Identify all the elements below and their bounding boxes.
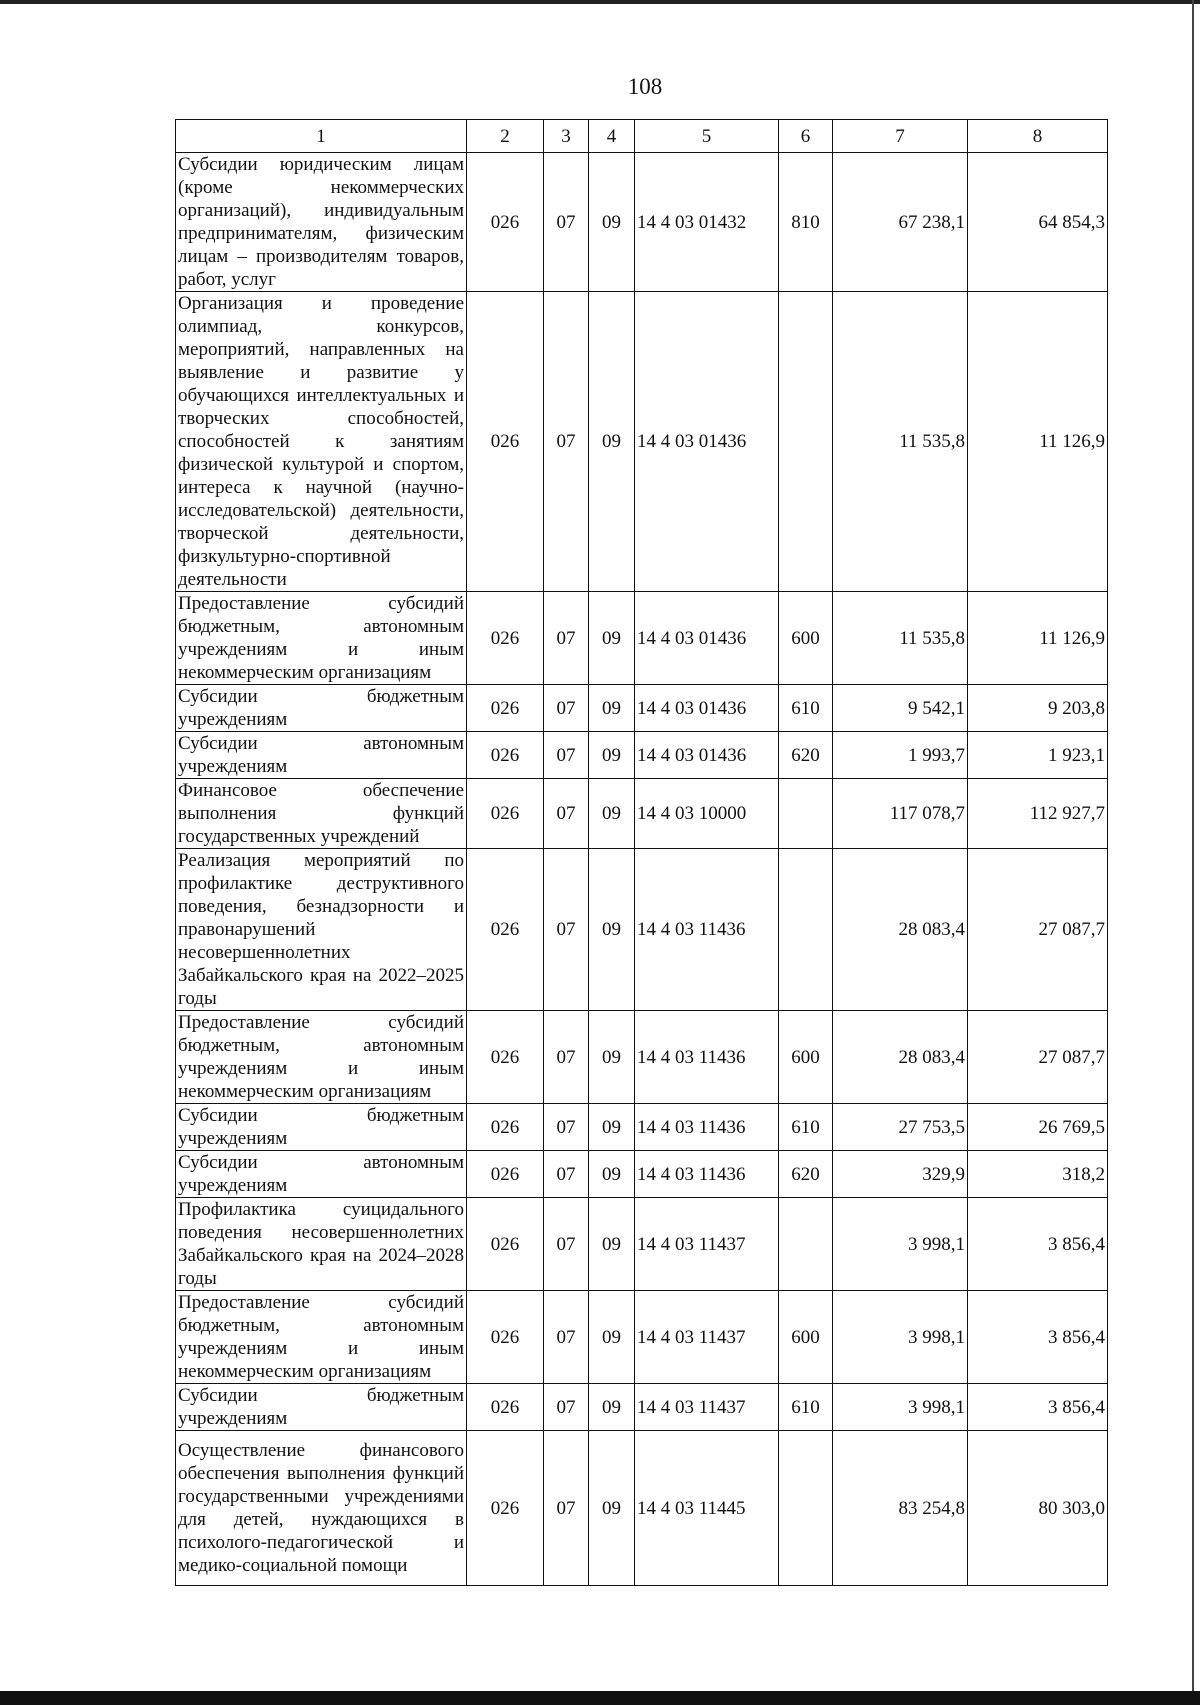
section-code: 07 (544, 292, 589, 592)
item-name: Организация и проведение олимпиад, конкурсов, мероприятий, направленных на выявление и развитие у обучающихся интеллектуальных и творческих способностей, способностей к занятиям физической культурой и спортом, интереса к научной (научно-исследовательской) деятельности, творческой деятельности, физкультурно-спортивной деятельности (176, 292, 467, 592)
table-row (176, 1431, 1108, 1586)
amount-year-1: 67 238,1 (833, 153, 968, 292)
subsection-code: 09 (589, 732, 635, 779)
column-header: 7 (833, 120, 968, 153)
amount-year-2: 3 856,4 (968, 1291, 1108, 1384)
expense-type-code: 620 (779, 732, 833, 779)
item-name: Субсидии автономным учреждениям (176, 732, 467, 779)
item-name: Субсидии бюджетным учреждениям (176, 685, 467, 732)
expense-type-code: 600 (779, 1291, 833, 1384)
subsection-code: 09 (589, 779, 635, 849)
amount-year-2: 318,2 (968, 1151, 1108, 1198)
table-row (176, 1011, 1108, 1104)
expense-type-code: 610 (779, 1104, 833, 1151)
amount-year-1: 28 083,4 (833, 849, 968, 1011)
amount-year-2: 1 923,1 (968, 732, 1108, 779)
admin-code: 026 (467, 1151, 544, 1198)
section-code: 07 (544, 849, 589, 1011)
amount-year-1: 11 535,8 (833, 292, 968, 592)
amount-year-1: 83 254,8 (833, 1431, 968, 1586)
expense-type-code: 600 (779, 592, 833, 685)
scan-edge-top (0, 0, 1200, 4)
expense-type-code: 600 (779, 1011, 833, 1104)
amount-year-2: 11 126,9 (968, 592, 1108, 685)
section-code: 07 (544, 153, 589, 292)
amount-year-2: 26 769,5 (968, 1104, 1108, 1151)
amount-year-2: 9 203,8 (968, 685, 1108, 732)
subsection-code: 09 (589, 1291, 635, 1384)
target-article-code: 14 4 03 01436 (635, 292, 779, 592)
budget-table (175, 119, 1108, 1586)
target-article-code: 14 4 03 11436 (635, 1104, 779, 1151)
admin-code: 026 (467, 779, 544, 849)
column-header: 4 (589, 120, 635, 153)
amount-year-1: 28 083,4 (833, 1011, 968, 1104)
target-article-code: 14 4 03 01436 (635, 592, 779, 685)
table-body (176, 153, 1108, 1586)
section-code: 07 (544, 685, 589, 732)
item-name: Субсидии бюджетным учреждениям (176, 1104, 467, 1151)
header-row (176, 120, 1108, 153)
column-header: 6 (779, 120, 833, 153)
subsection-code: 09 (589, 1431, 635, 1586)
expense-type-code (779, 1431, 833, 1586)
amount-year-2: 11 126,9 (968, 292, 1108, 592)
subsection-code: 09 (589, 1104, 635, 1151)
amount-year-1: 1 993,7 (833, 732, 968, 779)
subsection-code: 09 (589, 1151, 635, 1198)
scan-edge-bottom (0, 1691, 1200, 1705)
section-code: 07 (544, 1104, 589, 1151)
admin-code: 026 (467, 153, 544, 292)
section-code: 07 (544, 1431, 589, 1586)
table-row (176, 592, 1108, 685)
admin-code: 026 (467, 1198, 544, 1291)
section-code: 07 (544, 732, 589, 779)
table-row (176, 153, 1108, 292)
expense-type-code (779, 849, 833, 1011)
table-row (176, 1384, 1108, 1431)
amount-year-1: 3 998,1 (833, 1291, 968, 1384)
section-code: 07 (544, 1198, 589, 1291)
admin-code: 026 (467, 1384, 544, 1431)
column-header: 1 (176, 120, 467, 153)
amount-year-1: 9 542,1 (833, 685, 968, 732)
expense-type-code (779, 779, 833, 849)
section-code: 07 (544, 1151, 589, 1198)
expense-type-code: 620 (779, 1151, 833, 1198)
item-name: Предоставление субсидий бюджетным, автономным учреждениям и иным некоммерческим организациям (176, 1291, 467, 1384)
item-name: Реализация мероприятий по профилактике деструктивного поведения, безнадзорности и правонарушений несовершеннолетних Забайкальского края на 2022–2025 годы (176, 849, 467, 1011)
column-header: 5 (635, 120, 779, 153)
amount-year-1: 11 535,8 (833, 592, 968, 685)
table-row (176, 685, 1108, 732)
amount-year-2: 112 927,7 (968, 779, 1108, 849)
subsection-code: 09 (589, 849, 635, 1011)
item-name: Субсидии бюджетным учреждениям (176, 1384, 467, 1431)
amount-year-2: 80 303,0 (968, 1431, 1108, 1586)
column-header: 2 (467, 120, 544, 153)
table-row (176, 1151, 1108, 1198)
column-header: 8 (968, 120, 1108, 153)
page-number: 108 (627, 74, 663, 99)
admin-code: 026 (467, 849, 544, 1011)
target-article-code: 14 4 03 11436 (635, 1011, 779, 1104)
target-article-code: 14 4 03 11437 (635, 1291, 779, 1384)
expense-type-code (779, 292, 833, 592)
target-article-code: 14 4 03 11436 (635, 1151, 779, 1198)
admin-code: 026 (467, 1291, 544, 1384)
admin-code: 026 (467, 1104, 544, 1151)
table-row (176, 732, 1108, 779)
amount-year-2: 3 856,4 (968, 1198, 1108, 1291)
subsection-code: 09 (589, 292, 635, 592)
item-name: Субсидии автономным учреждениям (176, 1151, 467, 1198)
expense-type-code: 810 (779, 153, 833, 292)
amount-year-2: 3 856,4 (968, 1384, 1108, 1431)
scan-edge-right (1192, 0, 1194, 1705)
target-article-code: 14 4 03 10000 (635, 779, 779, 849)
item-name: Предоставление субсидий бюджетным, автономным учреждениям и иным некоммерческим организациям (176, 592, 467, 685)
table-row (176, 849, 1108, 1011)
table-row (176, 1104, 1108, 1151)
target-article-code: 14 4 03 11445 (635, 1431, 779, 1586)
table-row (176, 292, 1108, 592)
target-article-code: 14 4 03 11436 (635, 849, 779, 1011)
subsection-code: 09 (589, 153, 635, 292)
table-row (176, 779, 1108, 849)
amount-year-1: 3 998,1 (833, 1198, 968, 1291)
target-article-code: 14 4 03 01432 (635, 153, 779, 292)
amount-year-1: 117 078,7 (833, 779, 968, 849)
subsection-code: 09 (589, 685, 635, 732)
amount-year-1: 3 998,1 (833, 1384, 968, 1431)
subsection-code: 09 (589, 1198, 635, 1291)
amount-year-1: 27 753,5 (833, 1104, 968, 1151)
item-name: Предоставление субсидий бюджетным, автономным учреждениям и иным некоммерческим организациям (176, 1011, 467, 1104)
expense-type-code (779, 1198, 833, 1291)
target-article-code: 14 4 03 11437 (635, 1384, 779, 1431)
subsection-code: 09 (589, 592, 635, 685)
amount-year-1: 329,9 (833, 1151, 968, 1198)
item-name: Субсидии юридическим лицам (кроме некоммерческих организаций), индивидуальным предпринимателям, физическим лицам – производителям товаров, работ, услуг (176, 153, 467, 292)
target-article-code: 14 4 03 01436 (635, 685, 779, 732)
admin-code: 026 (467, 732, 544, 779)
subsection-code: 09 (589, 1011, 635, 1104)
admin-code: 026 (467, 1011, 544, 1104)
item-name: Осуществление финансового обеспечения выполнения функций государственными учреждениями для детей, нуждающихся в психолого-педагогической и медико-социальной помощи (176, 1431, 467, 1586)
subsection-code: 09 (589, 1384, 635, 1431)
admin-code: 026 (467, 292, 544, 592)
admin-code: 026 (467, 1431, 544, 1586)
target-article-code: 14 4 03 01436 (635, 732, 779, 779)
admin-code: 026 (467, 592, 544, 685)
item-name: Финансовое обеспечение выполнения функций государственных учреждений (176, 779, 467, 849)
section-code: 07 (544, 1384, 589, 1431)
amount-year-2: 64 854,3 (968, 153, 1108, 292)
expense-type-code: 610 (779, 685, 833, 732)
admin-code: 026 (467, 685, 544, 732)
section-code: 07 (544, 1011, 589, 1104)
item-name: Профилактика суицидального поведения несовершеннолетних Забайкальского края на 2024–2028 годы (176, 1198, 467, 1291)
section-code: 07 (544, 592, 589, 685)
amount-year-2: 27 087,7 (968, 849, 1108, 1011)
section-code: 07 (544, 1291, 589, 1384)
section-code: 07 (544, 779, 589, 849)
amount-year-2: 27 087,7 (968, 1011, 1108, 1104)
table-row (176, 1291, 1108, 1384)
table-row (176, 1198, 1108, 1291)
column-header: 3 (544, 120, 589, 153)
expense-type-code: 610 (779, 1384, 833, 1431)
target-article-code: 14 4 03 11437 (635, 1198, 779, 1291)
